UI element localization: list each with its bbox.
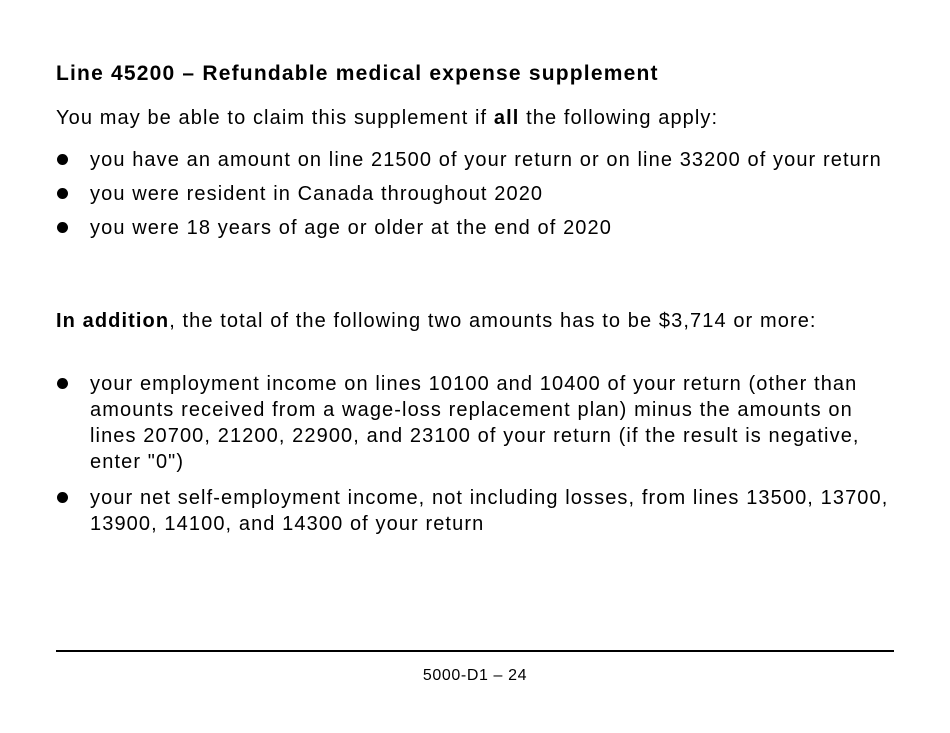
list-item xyxy=(56,371,894,475)
addition-text: , the total of the following two amounts has to be $3,714 or more: xyxy=(169,310,817,332)
bullet-icon xyxy=(57,492,68,503)
list-item xyxy=(56,485,894,537)
condition-text: you were 18 years of age or older at the end of 2020 xyxy=(90,217,612,239)
page-number: 5000-D1 – 24 xyxy=(422,667,528,684)
bullet-icon xyxy=(57,154,68,165)
bullet-icon xyxy=(57,222,68,233)
conditions-list xyxy=(56,147,894,249)
intro-emphasis: all xyxy=(493,107,520,129)
condition-text: you have an amount on line 21500 of your return or on line 33200 of your return xyxy=(90,149,882,171)
intro-paragraph xyxy=(56,105,876,131)
bullet-icon xyxy=(57,378,68,389)
list-item xyxy=(56,215,894,241)
condition-text: you were resident in Canada throughout 2020 xyxy=(90,183,544,205)
intro-text-before: You may be able to claim this supplement if xyxy=(56,107,494,129)
intro-text-after: the following apply: xyxy=(519,107,719,129)
footer-divider xyxy=(56,650,894,652)
bullet-icon xyxy=(57,188,68,199)
list-item xyxy=(56,147,894,173)
amount-text: your employment income on lines 10100 and 10400 of your return (other than amounts received from a wage-loss replacement plan) minus the amounts on lines 20700, 21200, 22900, and 23100 of your return (if the result is negative, enter "0") xyxy=(90,373,860,473)
list-item xyxy=(56,181,894,207)
addition-emphasis: In addition xyxy=(56,310,170,332)
section-title: Line 45200 – Refundable medical expense supplement xyxy=(56,62,659,85)
amounts-list xyxy=(56,371,894,547)
addition-paragraph xyxy=(56,308,876,334)
amount-text: your net self-employment income, not including losses, from lines 13500, 13700, 13900, 14100, and 14300 of your return xyxy=(90,487,889,535)
